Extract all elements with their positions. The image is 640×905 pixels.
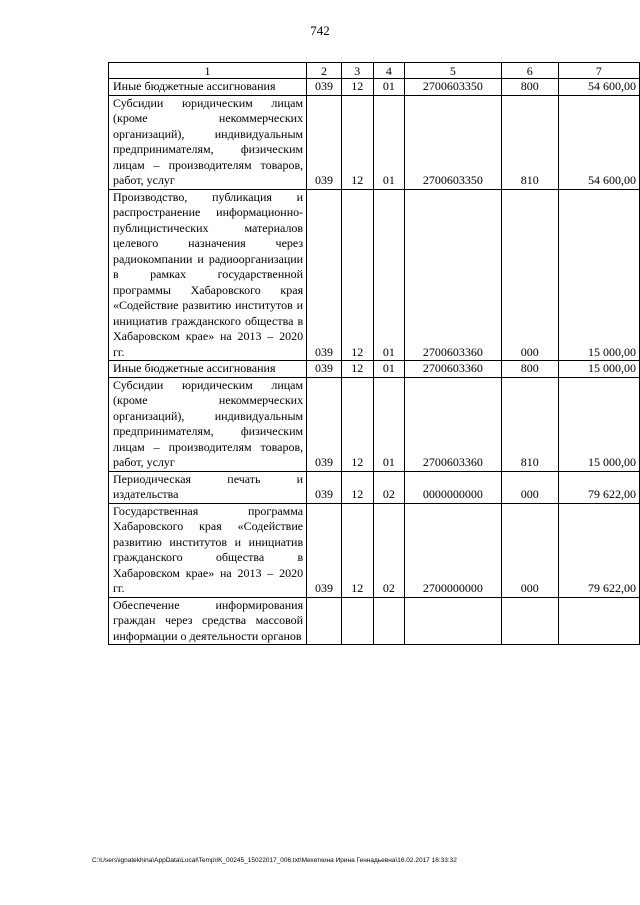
table-row	[109, 597, 640, 645]
cell-section	[341, 597, 373, 645]
cell-subsection: 01	[373, 189, 405, 361]
cell-subsection: 02	[373, 503, 405, 597]
header-cell: 1	[109, 63, 307, 79]
row-name: Иные бюджетные ассигнования	[109, 79, 307, 96]
cell-expense-type: 810	[501, 377, 558, 471]
table-row	[109, 503, 640, 597]
cell-admin-code: 039	[307, 377, 342, 471]
row-name: Периодическая печать и издательства	[109, 471, 307, 503]
cell-amount: 54 600,00	[558, 95, 639, 189]
cell-expense-type: 000	[501, 471, 558, 503]
cell-subsection: 01	[373, 377, 405, 471]
cell-expense-type: 800	[501, 79, 558, 96]
cell-section: 12	[341, 471, 373, 503]
cell-section: 12	[341, 189, 373, 361]
cell-target-article	[405, 597, 501, 645]
cell-amount: 15 000,00	[558, 377, 639, 471]
cell-target-article: 2700603360	[405, 377, 501, 471]
cell-admin-code: 039	[307, 361, 342, 378]
cell-amount: 79 622,00	[558, 471, 639, 503]
row-name: Обеспечение информирования граждан через средства массовой информации о деятельности органов	[109, 597, 307, 645]
cell-subsection: 01	[373, 95, 405, 189]
cell-subsection	[373, 597, 405, 645]
cell-admin-code: 039	[307, 79, 342, 96]
cell-expense-type: 800	[501, 361, 558, 378]
cell-amount: 15 000,00	[558, 361, 639, 378]
row-name: Производство, публикация и распространение информационно-публицистических материалов целевого назначения через радиокомпании и радиоорганизации в рамках государственной программы Хабаровского края «Содействие развитию институтов и инициатив гражданского общества в Хабаровском крае» на 2013 – 2020 гг.	[109, 189, 307, 361]
cell-expense-type: 000	[501, 503, 558, 597]
table-header-row	[109, 63, 640, 79]
cell-subsection: 01	[373, 79, 405, 96]
table-row	[109, 377, 640, 471]
cell-amount: 15 000,00	[558, 189, 639, 361]
cell-expense-type: 000	[501, 189, 558, 361]
row-name: Иные бюджетные ассигнования	[109, 361, 307, 378]
cell-admin-code: 039	[307, 503, 342, 597]
header-cell: 2	[307, 63, 342, 79]
cell-amount	[558, 597, 639, 645]
cell-admin-code: 039	[307, 471, 342, 503]
file-path-footer: C:\Users\ignatekhina\AppData\Local\Temp\IK_00245_15022017_006.txt\Мехеткина Ирина Геннадьевна\16.02.2017 16:33:32	[92, 857, 457, 864]
cell-expense-type	[501, 597, 558, 645]
cell-section: 12	[341, 377, 373, 471]
cell-admin-code: 039	[307, 189, 342, 361]
table-row	[109, 471, 640, 503]
cell-subsection: 01	[373, 361, 405, 378]
budget-table	[108, 62, 640, 645]
header-cell: 6	[501, 63, 558, 79]
cell-target-article: 0000000000	[405, 471, 501, 503]
cell-expense-type: 810	[501, 95, 558, 189]
cell-section: 12	[341, 79, 373, 96]
table-row	[109, 95, 640, 189]
row-name: Субсидии юридическим лицам (кроме некоммерческих организаций), индивидуальным предпринимателям, физическим лицам – производителям товаров, работ, услуг	[109, 95, 307, 189]
cell-section: 12	[341, 361, 373, 378]
header-cell: 3	[341, 63, 373, 79]
cell-admin-code: 039	[307, 95, 342, 189]
cell-subsection: 02	[373, 471, 405, 503]
header-cell: 5	[405, 63, 501, 79]
header-cell: 4	[373, 63, 405, 79]
cell-target-article: 2700000000	[405, 503, 501, 597]
cell-target-article: 2700603360	[405, 189, 501, 361]
header-cell: 7	[558, 63, 639, 79]
table-row	[109, 79, 640, 96]
row-name: Субсидии юридическим лицам (кроме некоммерческих организаций), индивидуальным предпринимателям, физическим лицам – производителям товаров, работ, услуг	[109, 377, 307, 471]
cell-section: 12	[341, 95, 373, 189]
cell-target-article: 2700603350	[405, 79, 501, 96]
cell-admin-code	[307, 597, 342, 645]
row-name: Государственная программа Хабаровского края «Содействие развитию институтов и инициатив гражданского общества в Хабаровском крае» на 2013 – 2020 гг.	[109, 503, 307, 597]
cell-target-article: 2700603360	[405, 361, 501, 378]
cell-amount: 79 622,00	[558, 503, 639, 597]
table-row	[109, 361, 640, 378]
cell-target-article: 2700603350	[405, 95, 501, 189]
cell-section: 12	[341, 503, 373, 597]
cell-amount: 54 600,00	[558, 79, 639, 96]
page-number: 742	[310, 23, 330, 38]
table-row	[109, 189, 640, 361]
